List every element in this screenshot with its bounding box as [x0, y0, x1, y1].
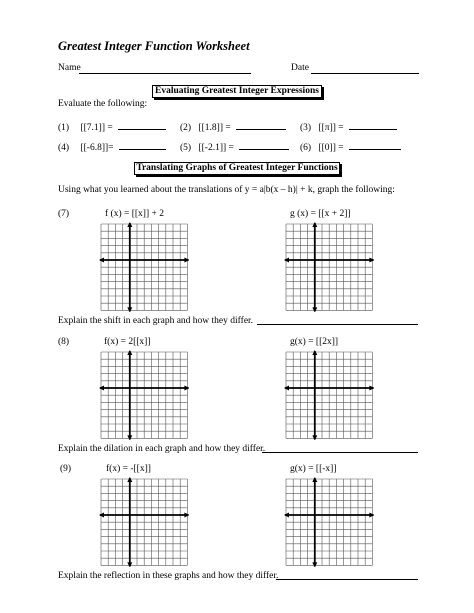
- answer-blank[interactable]: [119, 140, 166, 150]
- explain-9-prompt: Explain the reflection in these graphs and how they differ.: [58, 571, 279, 581]
- y-axis-arrow-up: [127, 350, 132, 355]
- coordinate-grid[interactable]: [284, 350, 374, 440]
- y-axis-arrow-up: [127, 222, 132, 227]
- problem-number: (4): [58, 143, 70, 153]
- problem-expression: [[0]] =: [318, 143, 344, 153]
- date-field[interactable]: [311, 73, 419, 74]
- x-axis-arrow-left: [284, 513, 289, 518]
- problem-5: [180, 140, 289, 153]
- problem-number: (5): [180, 143, 192, 153]
- y-axis-arrow-down: [127, 307, 132, 312]
- explain-7-prompt: Explain the shift in each graph and how they differ.: [58, 316, 254, 326]
- problem-number: (1): [58, 123, 70, 133]
- name-label: Name: [58, 63, 81, 73]
- y-axis-arrow-up: [312, 350, 317, 355]
- x-axis-arrow-left: [99, 513, 104, 518]
- answer-blank[interactable]: [239, 140, 289, 150]
- problem-6: [300, 140, 401, 153]
- problem-8-number: (8): [58, 337, 70, 347]
- coordinate-grid[interactable]: [99, 350, 189, 440]
- x-axis-arrow-left: [99, 258, 104, 263]
- problem-8-f-label: f(x) = 2[[x]]: [104, 337, 151, 347]
- answer-blank[interactable]: [349, 120, 397, 130]
- problem-4: [58, 140, 166, 153]
- y-axis-arrow-down: [312, 307, 317, 312]
- section1-instruction: Evaluate the following:: [58, 99, 148, 109]
- problem-9-g-label: g(x) = [[-x]]: [290, 464, 337, 474]
- problem-expression: [[-2.1]] =: [198, 143, 234, 153]
- problem-1: [58, 120, 166, 133]
- x-axis-arrow-right: [369, 258, 374, 263]
- problem-7-g-label: g (x) = [[x + 2]]: [290, 209, 351, 219]
- coordinate-grid[interactable]: [284, 222, 374, 312]
- coordinate-grid[interactable]: [99, 222, 189, 312]
- date-label: Date: [291, 63, 309, 73]
- problem-expression: [[π]] =: [318, 123, 344, 133]
- worksheet-title: Greatest Integer Function Worksheet: [58, 39, 250, 53]
- x-axis-arrow-right: [184, 386, 189, 391]
- answer-blank[interactable]: [236, 120, 286, 130]
- problem-number: (2): [180, 123, 192, 133]
- section2-banner: Translating Graphs of Greatest Integer Functions: [134, 162, 340, 175]
- explain-8-answer-line[interactable]: [262, 452, 418, 453]
- problem-number: (3): [300, 123, 312, 133]
- coordinate-grid[interactable]: [99, 477, 189, 567]
- y-axis-arrow-up: [127, 477, 132, 482]
- x-axis-arrow-left: [99, 386, 104, 391]
- explain-9-answer-line[interactable]: [276, 579, 418, 580]
- y-axis-arrow-up: [312, 477, 317, 482]
- problem-7-f-label: f (x) = [[x]] + 2: [105, 209, 164, 219]
- problem-expression: [[7.1]] =: [80, 123, 113, 133]
- y-axis-arrow-down: [312, 435, 317, 440]
- problem-expression: [[-6.8]]=: [80, 143, 114, 153]
- explain-7-answer-line[interactable]: [257, 324, 418, 325]
- explain-8-prompt: Explain the dilation in each graph and how they differ.: [58, 444, 266, 454]
- x-axis-arrow-right: [369, 386, 374, 391]
- x-axis-arrow-right: [184, 258, 189, 263]
- answer-blank[interactable]: [118, 120, 166, 130]
- coordinate-grid[interactable]: [284, 477, 374, 567]
- section2-instruction: Using what you learned about the translations of y = a|b(x – h)| + k, graph the following:: [58, 185, 395, 195]
- section1-banner: Evaluating Greatest Integer Expressions: [152, 85, 322, 98]
- name-field[interactable]: [79, 73, 251, 74]
- y-axis-arrow-down: [127, 562, 132, 567]
- problem-number: (6): [300, 143, 312, 153]
- x-axis-arrow-right: [184, 513, 189, 518]
- answer-blank[interactable]: [349, 140, 401, 150]
- x-axis-arrow-right: [369, 513, 374, 518]
- problem-expression: [[1.8]] =: [198, 123, 231, 133]
- x-axis-arrow-left: [284, 386, 289, 391]
- problem-2: [180, 120, 286, 133]
- problem-8-g-label: g(x) = [[2x]]: [290, 337, 339, 347]
- problem-9-f-label: f(x) = -[[x]]: [106, 464, 151, 474]
- problem-7-number: (7): [58, 209, 70, 219]
- y-axis-arrow-down: [312, 562, 317, 567]
- x-axis-arrow-left: [284, 258, 289, 263]
- problem-3: [300, 120, 397, 133]
- problem-9-number: (9): [60, 464, 72, 474]
- y-axis-arrow-up: [312, 222, 317, 227]
- y-axis-arrow-down: [127, 435, 132, 440]
